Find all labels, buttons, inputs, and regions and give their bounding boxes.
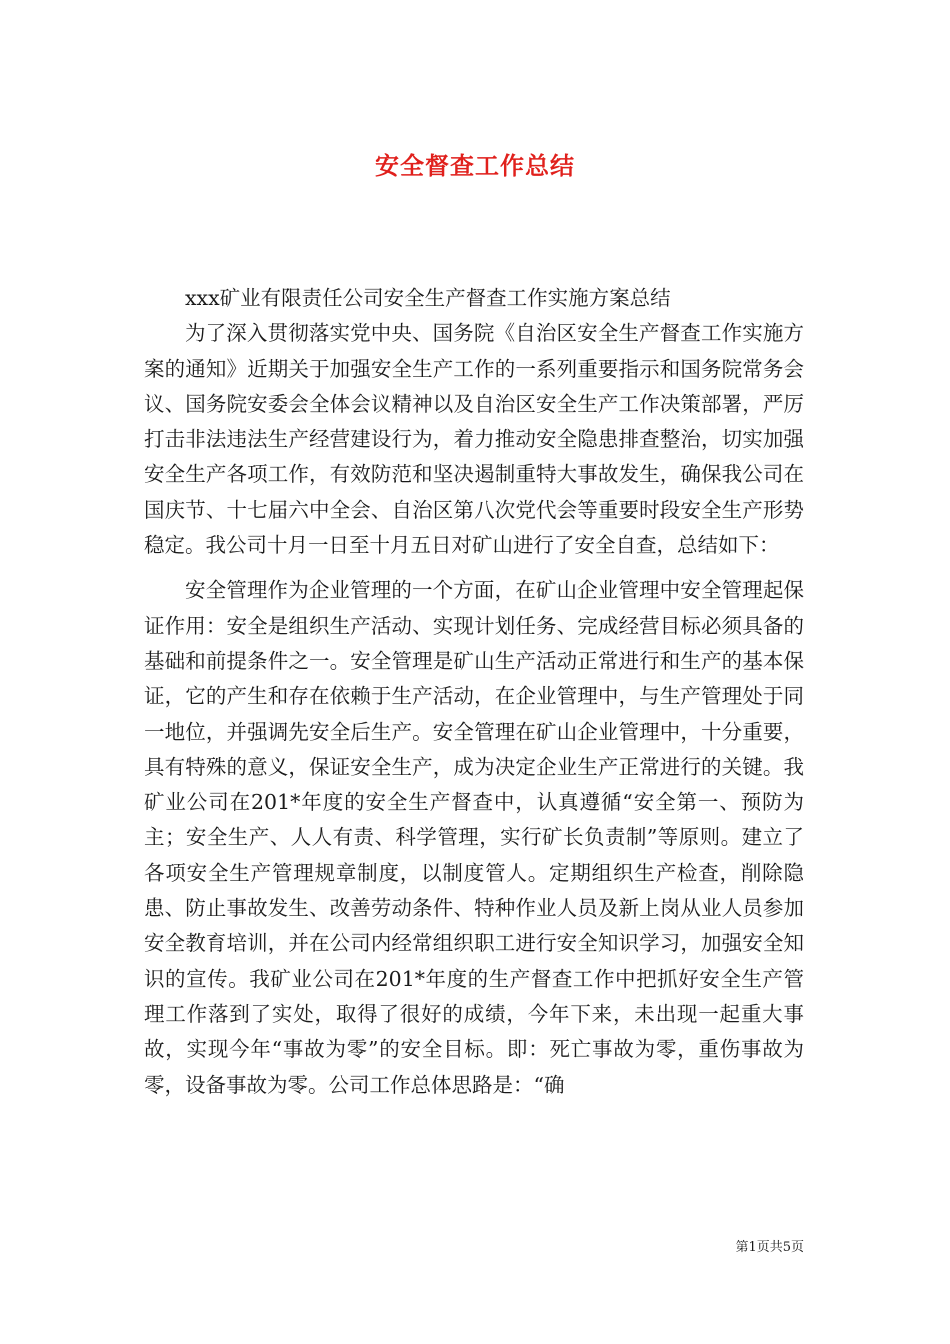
document-body [144,281,804,1103]
document-title: 安全督查工作总结 [375,152,575,181]
paragraph-safety-management: 安全管理作为企业管理的一个方面，在矿山企业管理中安全管理起保证作用：安全是组织生产活动、实现计划任务、完成经营目标必须具备的基础和前提条件之一。安全管理是矿山生产活动正常进行和生产的基本保证，它的产生和存在依赖于生产活动，在企业管理中，与生产管理处于同一地位，并强调先安全后生产。安全管理在矿山企业管理中，十分重要，具有特殊的意义，保证安全生产，成为决定企业生产正常进行的关键。我矿业公司在201*年度的安全生产督查中，认真遵循“安全第一、预防为主；安全生产、人人有责、科学管理，实行矿长负责制”等原则。建立了各项安全生产管理规章制度，以制度管人。定期组织生产检查，削除隐患、防止事故发生、改善劳动条件、特种作业人员及新上岗从业人员参加安全教育培训，并在公司内经常组织职工进行安全知识学习，加强安全知识的宣传。我矿业公司在201*年度的生产督查工作中把抓好安全生产管理工作落到了实处，取得了很好的成绩，今年下来，未出现一起重大事故，实现今年“事故为零”的安全目标。即：死亡事故为零，重伤事故为零，设备事故为零。公司工作总体思路是：“确 [144,578,804,1097]
paragraph-intro: 为了深入贯彻落实党中央、国务院《自治区安全生产督查工作实施方案的通知》近期关于加强安全生产工作的一系列重要指示和国务院常务会议、国务院安委会全体会议精神以及自治区安全生产工作决策部署，严厉打击非法违法生产经营建设行为，着力推动安全隐患排查整治，切实加强安全生产各项工作，有效防范和坚决遏制重特大事故发生，确保我公司在国庆节、十七届六中全会、自治区第八次党代会等重要时段安全生产形势稳定。我公司十月一日至十月五日对矿山进行了安全自查，总结如下： [144,321,804,558]
paragraph-subtitle: xxx矿业有限责任公司安全生产督查工作实施方案总结 [185,286,671,310]
page-number: 第1页共5页 [735,1240,804,1255]
